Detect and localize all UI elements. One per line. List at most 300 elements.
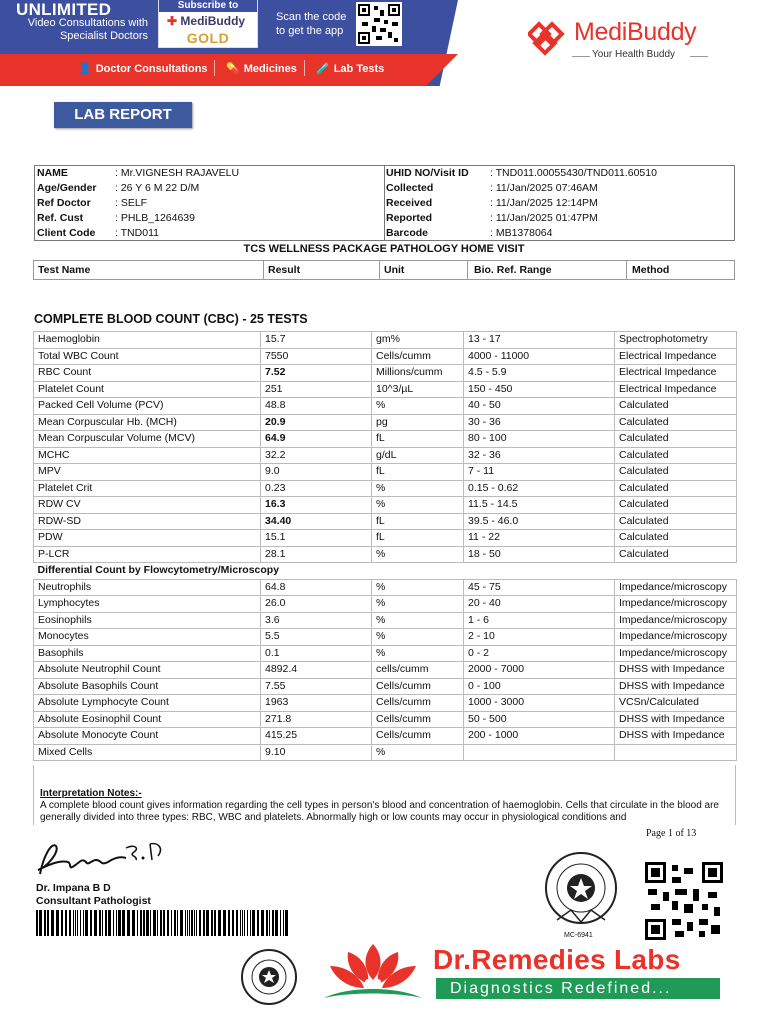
- results-header-row: [33, 260, 735, 280]
- info-label: Reported: [386, 212, 433, 224]
- cell-range: 2 - 10: [464, 629, 615, 646]
- cell-range: 11.5 - 14.5: [464, 497, 615, 514]
- cell-unit: %: [372, 744, 464, 761]
- barcode-bar: [180, 910, 183, 936]
- result-row: [34, 332, 737, 349]
- cell-test: Platelet Crit: [34, 480, 261, 497]
- barcode-bar: [252, 910, 255, 936]
- cell-unit: 10^3/µL: [372, 381, 464, 398]
- barcode-bar: [132, 910, 135, 936]
- cell-method: Impedance/microscopy: [615, 629, 737, 646]
- cell-test: Packed Cell Volume (PCV): [34, 398, 261, 415]
- medibuddy-logo-icon: [528, 18, 570, 56]
- cell-range: 32 - 36: [464, 447, 615, 464]
- result-row: [34, 744, 737, 761]
- info-value: : 11/Jan/2025 07:46AM: [490, 182, 598, 194]
- barcode-bar: [146, 910, 149, 936]
- cell-method: Calculated: [615, 447, 737, 464]
- cell-method: DHSS with Impedance: [615, 662, 737, 679]
- col-method: Method: [632, 264, 670, 276]
- nav-lab-tests[interactable]: [316, 62, 384, 75]
- cell-test: Monocytes: [34, 629, 261, 646]
- logo-wordmark: MediBuddy: [574, 18, 697, 46]
- barcode-bar: [163, 910, 165, 936]
- accreditation-seal-icon: [543, 850, 619, 932]
- gold-subscribe-badge[interactable]: [158, 0, 258, 48]
- cell-result: 415.25: [261, 728, 372, 745]
- cell-result: 4892.4: [261, 662, 372, 679]
- barcode-bar: [174, 910, 176, 936]
- info-value: : 26 Y 6 M 22 D/M: [115, 182, 200, 194]
- nav-divider: [304, 60, 305, 76]
- col-unit: Unit: [384, 264, 405, 276]
- cell-test: Absolute Monocyte Count: [34, 728, 261, 745]
- pathologist-signature-icon: [30, 834, 170, 882]
- barcode-bar: [39, 910, 42, 936]
- cell-method: Impedance/microscopy: [615, 612, 737, 629]
- result-row: [34, 464, 737, 481]
- barcode-bar: [113, 910, 114, 936]
- cell-unit: fL: [372, 431, 464, 448]
- test-tube-icon: 🧪: [316, 63, 330, 75]
- barcode-bar: [85, 910, 88, 936]
- cell-test: Basophils: [34, 645, 261, 662]
- cell-range: 2000 - 7000: [464, 662, 615, 679]
- barcode-bar: [214, 910, 216, 936]
- barcode-bar: [94, 910, 97, 936]
- info-value: : MB1378064: [490, 227, 553, 239]
- barcode-bar: [44, 910, 46, 936]
- barcode-bar: [185, 910, 186, 936]
- barcode-bar: [73, 910, 74, 936]
- sample-barcode-icon: [36, 910, 288, 936]
- scan-line-1: Scan the code: [276, 11, 347, 23]
- cell-result: 32.2: [261, 447, 372, 464]
- cell-range: 1 - 6: [464, 612, 615, 629]
- info-value: : TND011.00055430/TND011.60510: [490, 167, 657, 179]
- result-row: [34, 711, 737, 728]
- barcode-bar: [56, 910, 59, 936]
- pill-icon: 💊: [226, 63, 240, 75]
- cell-method: Impedance/microscopy: [615, 596, 737, 613]
- cell-range: 11 - 22: [464, 530, 615, 547]
- barcode-bar: [194, 910, 195, 936]
- cell-test: Lymphocytes: [34, 596, 261, 613]
- barcode-bar: [153, 910, 156, 936]
- cell-method: Calculated: [615, 414, 737, 431]
- barcode-bar: [150, 910, 151, 936]
- cell-method: Electrical Impedance: [615, 365, 737, 382]
- cell-result: 1963: [261, 695, 372, 712]
- cell-result: 0.23: [261, 480, 372, 497]
- cell-method: Calculated: [615, 497, 737, 514]
- result-row: [34, 447, 737, 464]
- barcode-bar: [99, 910, 101, 936]
- cell-unit: Millions/cumm: [372, 365, 464, 382]
- barcode-bar: [247, 910, 248, 936]
- info-label: UHID NO/Visit ID: [386, 167, 469, 179]
- medibuddy-mini-icon: ✚: [167, 14, 178, 28]
- col-divider: [263, 261, 264, 279]
- cell-unit: %: [372, 497, 464, 514]
- col-divider: [467, 261, 468, 279]
- result-row: [34, 497, 737, 514]
- barcode-bar: [218, 910, 221, 936]
- nav-medicines[interactable]: [226, 62, 297, 75]
- barcode-bar: [244, 910, 245, 936]
- cell-test: Absolute Lymphocyte Count: [34, 695, 261, 712]
- signatory: [36, 882, 151, 908]
- info-value: : 11/Jan/2025 12:14PM: [490, 197, 598, 209]
- cell-method: Impedance/microscopy: [615, 645, 737, 662]
- cell-unit: %: [372, 546, 464, 563]
- barcode-bar: [275, 910, 278, 936]
- cell-unit: %: [372, 596, 464, 613]
- footer-brand: Dr.Remedies Labs: [433, 944, 681, 975]
- app-qr-code-icon[interactable]: [356, 2, 402, 46]
- result-row: [34, 381, 737, 398]
- seal-code: MC-6941: [564, 932, 593, 939]
- cell-method: VCSn/Calculated: [615, 695, 737, 712]
- cell-method: Electrical Impedance: [615, 381, 737, 398]
- cell-unit: %: [372, 629, 464, 646]
- cell-result: 48.8: [261, 398, 372, 415]
- tagline-rule: [690, 56, 708, 57]
- cell-range: 0 - 100: [464, 678, 615, 695]
- cell-result: 15.1: [261, 530, 372, 547]
- cell-range: 30 - 36: [464, 414, 615, 431]
- info-label: Ref. Cust: [37, 212, 84, 224]
- notes-text: A complete blood count gives information regarding the cell types in person's blood and concentration of haemoglobin. Cells that circulate in the blood are generally divided into three types: RBC, WBC and platelets. Abnormally high or low counts may occur in physiological conditions and: [40, 800, 719, 823]
- doctor-icon: 👤: [78, 63, 92, 75]
- barcode-bar: [140, 910, 142, 936]
- barcode-bar: [77, 910, 78, 936]
- gold-medibuddy-text: [167, 14, 245, 28]
- barcode-bar: [189, 910, 190, 936]
- cell-test: Absolute Neutrophil Count: [34, 662, 261, 679]
- barcode-bar: [211, 910, 213, 936]
- info-divider: [384, 166, 385, 240]
- cell-method: Calculated: [615, 431, 737, 448]
- cell-method: Calculated: [615, 530, 737, 547]
- barcode-bar: [69, 910, 71, 936]
- cell-method: Electrical Impedance: [615, 348, 737, 365]
- barcode-bar: [285, 910, 288, 936]
- barcode-bar: [105, 910, 107, 936]
- info-label: Received: [386, 197, 433, 209]
- scan-line-2: to get the app: [276, 25, 344, 37]
- col-test-name: Test Name: [38, 264, 91, 276]
- cell-unit: %: [372, 480, 464, 497]
- barcode-bar: [266, 910, 268, 936]
- banner-subtext: [14, 17, 148, 43]
- cell-unit: Cells/cumm: [372, 711, 464, 728]
- result-row: [34, 579, 737, 596]
- barcode-bar: [116, 910, 117, 936]
- barcode-bar: [232, 910, 234, 936]
- cell-method: DHSS with Impedance: [615, 728, 737, 745]
- result-row: [34, 513, 737, 530]
- col-divider: [626, 261, 627, 279]
- result-row: [34, 365, 737, 382]
- cell-range: 20 - 40: [464, 596, 615, 613]
- cell-method: Calculated: [615, 546, 737, 563]
- cell-result: 64.8: [261, 579, 372, 596]
- cell-method: Calculated: [615, 480, 737, 497]
- info-value: : 11/Jan/2025 01:47PM: [490, 212, 598, 224]
- nav-label: Doctor Consultations: [95, 62, 208, 75]
- cell-result: 271.8: [261, 711, 372, 728]
- barcode-bar: [236, 910, 238, 936]
- cell-range: 0 - 2: [464, 645, 615, 662]
- cell-result: 0.1: [261, 645, 372, 662]
- barcode-bar: [36, 910, 38, 936]
- report-qr-code-icon[interactable]: [645, 862, 723, 940]
- result-row: [34, 431, 737, 448]
- banner-subline-1: Video Consultations with: [27, 17, 148, 29]
- result-row: [34, 662, 737, 679]
- cell-method: DHSS with Impedance: [615, 711, 737, 728]
- cell-range: 13 - 17: [464, 332, 615, 349]
- cell-result: 5.5: [261, 629, 372, 646]
- cell-range: 18 - 50: [464, 546, 615, 563]
- barcode-bar: [240, 910, 241, 936]
- cell-result: 9.0: [261, 464, 372, 481]
- differential-title: Differential Count by Flowcytometry/Microscopy: [34, 563, 737, 580]
- cell-test: PDW: [34, 530, 261, 547]
- barcode-bar: [80, 910, 81, 936]
- cell-method: Calculated: [615, 513, 737, 530]
- cell-range: 50 - 500: [464, 711, 615, 728]
- cell-method: Impedance/microscopy: [615, 579, 737, 596]
- info-label: Ref Doctor: [37, 197, 91, 209]
- cell-range: 4.5 - 5.9: [464, 365, 615, 382]
- barcode-bar: [250, 910, 251, 936]
- cell-test: Eosinophils: [34, 612, 261, 629]
- lab-report-label: LAB REPORT: [54, 102, 192, 128]
- cell-test: Mean Corpuscular Volume (MCV): [34, 431, 261, 448]
- barcode-bar: [196, 910, 197, 936]
- cell-method: Calculated: [615, 464, 737, 481]
- cell-unit: Cells/cumm: [372, 348, 464, 365]
- subscribe-label: Subscribe to: [159, 0, 257, 12]
- cell-result: 34.40: [261, 513, 372, 530]
- cell-test: MPV: [34, 464, 261, 481]
- cell-method: Spectrophotometry: [615, 332, 737, 349]
- cell-range: 80 - 100: [464, 431, 615, 448]
- cell-unit: gm%: [372, 332, 464, 349]
- info-value: : SELF: [115, 197, 148, 209]
- barcode-bar: [61, 910, 63, 936]
- result-row: [34, 645, 737, 662]
- cell-range: 45 - 75: [464, 579, 615, 596]
- cell-result: 16.3: [261, 497, 372, 514]
- info-label: Barcode: [386, 227, 429, 239]
- cell-test: P-LCR: [34, 546, 261, 563]
- barcode-bar: [272, 910, 274, 936]
- cell-unit: g/dL: [372, 447, 464, 464]
- barcode-bar: [261, 910, 264, 936]
- cell-result: 251: [261, 381, 372, 398]
- result-row: [34, 348, 737, 365]
- barcode-bar: [143, 910, 145, 936]
- banner-subline-2: Specialist Doctors: [59, 30, 148, 42]
- patient-info-box: [34, 165, 735, 241]
- cell-unit: fL: [372, 513, 464, 530]
- logo-tagline: Your Health Buddy: [592, 49, 676, 60]
- cell-range: 150 - 450: [464, 381, 615, 398]
- cell-test: Platelet Count: [34, 381, 261, 398]
- cell-result: 9.10: [261, 744, 372, 761]
- cell-test: RDW CV: [34, 497, 261, 514]
- nav-doctor-consultations[interactable]: [78, 62, 208, 75]
- info-label: Client Code: [37, 227, 96, 239]
- cell-unit: Cells/cumm: [372, 728, 464, 745]
- barcode-bar: [187, 910, 188, 936]
- info-label: NAME: [37, 167, 68, 179]
- cell-unit: %: [372, 645, 464, 662]
- barcode-bar: [257, 910, 259, 936]
- info-value: : TND011: [115, 227, 159, 239]
- result-row: [34, 480, 737, 497]
- result-row: [34, 546, 737, 563]
- cell-result: 26.0: [261, 596, 372, 613]
- cell-unit: %: [372, 579, 464, 596]
- cell-unit: %: [372, 398, 464, 415]
- barcode-bar: [206, 910, 209, 936]
- banner-unlimited: UNLIMITED: [16, 0, 112, 19]
- barcode-bar: [177, 910, 178, 936]
- cell-range: [464, 744, 615, 761]
- scan-code-text: [276, 10, 346, 38]
- barcode-bar: [83, 910, 84, 936]
- cell-unit: %: [372, 612, 464, 629]
- signatory-name: Dr. Impana B D: [36, 882, 111, 894]
- gold-label: GOLD: [186, 30, 230, 46]
- cell-range: 200 - 1000: [464, 728, 615, 745]
- cell-test: MCHC: [34, 447, 261, 464]
- cell-range: 39.5 - 46.0: [464, 513, 615, 530]
- info-label: Collected: [386, 182, 434, 194]
- cell-test: Haemoglobin: [34, 332, 261, 349]
- nav-divider: [214, 60, 215, 76]
- barcode-bar: [118, 910, 121, 936]
- barcode-bar: [228, 910, 230, 936]
- cell-result: 3.6: [261, 612, 372, 629]
- barcode-bar: [280, 910, 281, 936]
- cell-test: Neutrophils: [34, 579, 261, 596]
- cell-method: Calculated: [615, 398, 737, 415]
- barcode-bar: [242, 910, 243, 936]
- barcode-bar: [51, 910, 54, 936]
- cbc-section-title: COMPLETE BLOOD COUNT (CBC) - 25 TESTS: [34, 312, 308, 326]
- barcode-bar: [47, 910, 49, 936]
- cell-unit: pg: [372, 414, 464, 431]
- cell-test: Mixed Cells: [34, 744, 261, 761]
- col-divider: [379, 261, 380, 279]
- cell-test: RDW-SD: [34, 513, 261, 530]
- barcode-bar: [137, 910, 138, 936]
- cell-range: 4000 - 11000: [464, 348, 615, 365]
- barcode-bar: [157, 910, 158, 936]
- dr-remedies-lotus-icon: [318, 940, 428, 1008]
- nav-label: Lab Tests: [333, 62, 385, 75]
- cell-result: 7.55: [261, 678, 372, 695]
- barcode-bar: [203, 910, 205, 936]
- differential-subheader: [34, 563, 737, 580]
- barcode-bar: [199, 910, 201, 936]
- cell-range: 40 - 50: [464, 398, 615, 415]
- barcode-bar: [269, 910, 270, 936]
- signatory-title: Consultant Pathologist: [36, 895, 151, 907]
- cell-method: DHSS with Impedance: [615, 678, 737, 695]
- result-row: [34, 728, 737, 745]
- barcode-bar: [160, 910, 162, 936]
- package-title: TCS WELLNESS PACKAGE PATHOLOGY HOME VISIT: [243, 243, 525, 255]
- tagline-rule: [572, 56, 590, 57]
- cell-result: 7550: [261, 348, 372, 365]
- cell-unit: Cells/cumm: [372, 678, 464, 695]
- col-result: Result: [268, 264, 301, 276]
- footer-seal-icon: [240, 948, 298, 1010]
- cell-unit: cells/cumm: [372, 662, 464, 679]
- cell-method: [615, 744, 737, 761]
- cell-test: RBC Count: [34, 365, 261, 382]
- barcode-bar: [171, 910, 172, 936]
- cell-range: 0.15 - 0.62: [464, 480, 615, 497]
- barcode-bar: [223, 910, 226, 936]
- barcode-bar: [167, 910, 169, 936]
- result-row: [34, 629, 737, 646]
- cell-range: 7 - 11: [464, 464, 615, 481]
- result-row: [34, 612, 737, 629]
- cell-result: 15.7: [261, 332, 372, 349]
- cell-result: 20.9: [261, 414, 372, 431]
- cell-range: 1000 - 3000: [464, 695, 615, 712]
- cell-unit: fL: [372, 530, 464, 547]
- barcode-bar: [75, 910, 76, 936]
- notes-title: Interpretation Notes:-: [40, 788, 142, 799]
- cell-test: Absolute Eosinophil Count: [34, 711, 261, 728]
- page-number: Page 1 of 13: [646, 828, 697, 839]
- col-ref-range: Bio. Ref. Range: [474, 264, 552, 276]
- cell-result: 28.1: [261, 546, 372, 563]
- cell-unit: fL: [372, 464, 464, 481]
- cell-unit: Cells/cumm: [372, 695, 464, 712]
- barcode-bar: [283, 910, 284, 936]
- info-label: Age/Gender: [37, 182, 97, 194]
- cell-test: Total WBC Count: [34, 348, 261, 365]
- barcode-bar: [108, 910, 111, 936]
- barcode-bar: [102, 910, 103, 936]
- result-row: [34, 530, 737, 547]
- result-row: [34, 398, 737, 415]
- cell-test: Absolute Basophils Count: [34, 678, 261, 695]
- barcode-bar: [90, 910, 92, 936]
- cell-test: Mean Corpuscular Hb. (MCH): [34, 414, 261, 431]
- barcode-bar: [65, 910, 67, 936]
- result-row: [34, 695, 737, 712]
- cbc-results-table: [33, 331, 737, 761]
- result-row: [34, 414, 737, 431]
- barcode-bar: [127, 910, 130, 936]
- cell-result: 64.9: [261, 431, 372, 448]
- info-value: : Mr.VIGNESH RAJAVELU: [115, 167, 240, 179]
- footer-tagline: Diagnostics Redefined...: [436, 978, 720, 999]
- result-row: [34, 596, 737, 613]
- cell-result: 7.52: [261, 365, 372, 382]
- nav-label: Medicines: [243, 62, 297, 75]
